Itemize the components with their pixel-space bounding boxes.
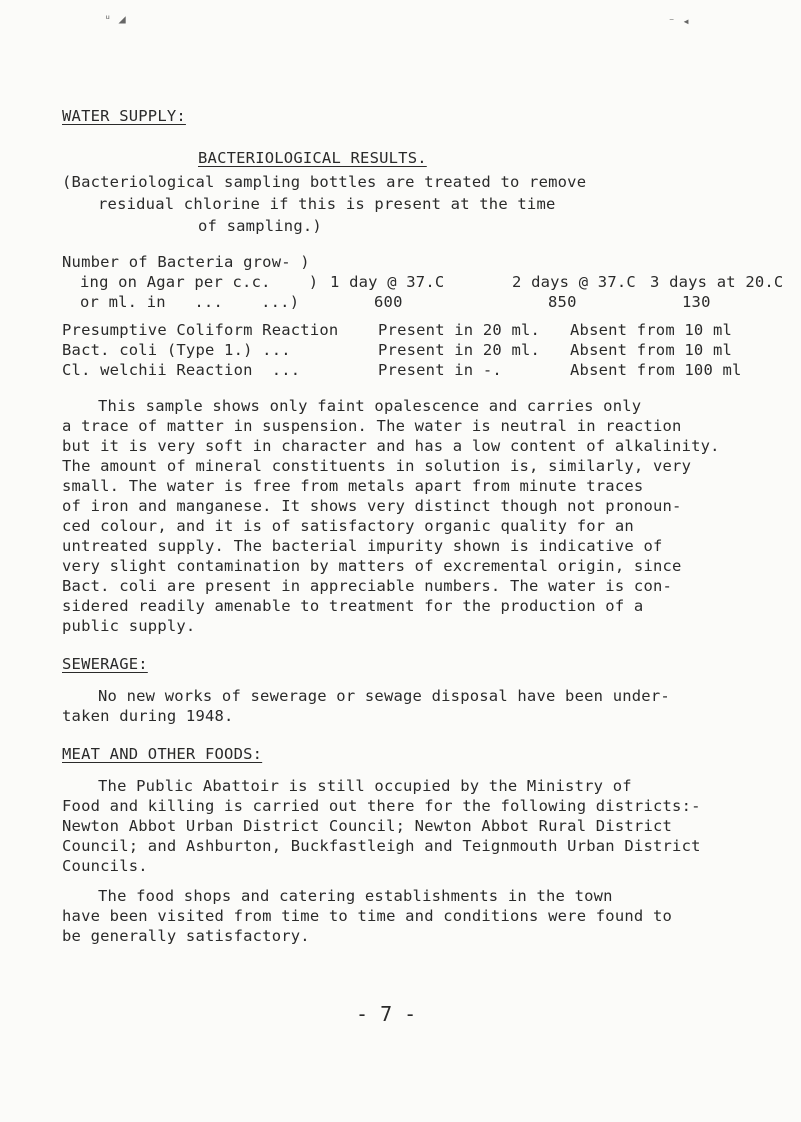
bacteria-count-value: 130 bbox=[682, 293, 711, 311]
scan-mark-right: ⁻ ◂ bbox=[668, 14, 690, 28]
paragraph-line: sidered readily amenable to treatment for the production of a bbox=[62, 597, 644, 615]
paragraph-line: very slight contamination by matters of excremental origin, since bbox=[62, 557, 682, 575]
paragraph-line: taken during 1948. bbox=[62, 707, 234, 725]
paragraph-line: Food and killing is carried out there for the following districts:- bbox=[62, 797, 701, 815]
section-heading-meat-and-other-foods: MEAT AND OTHER FOODS: bbox=[62, 745, 263, 763]
incubation-column-header: 3 days at 20.C bbox=[650, 273, 784, 291]
paragraph-line: No new works of sewerage or sewage disposal have been under- bbox=[98, 687, 670, 705]
paragraph-line: small. The water is free from metals apart from minute traces bbox=[62, 477, 644, 495]
paragraph-line: Council; and Ashburton, Buckfastleigh and Teignmouth Urban District bbox=[62, 837, 701, 855]
bacteria-label-line: Number of Bacteria grow- ) bbox=[62, 253, 310, 271]
paragraph-line: a trace of matter in suspension. The water is neutral in reaction bbox=[62, 417, 682, 435]
paragraph-line: untreated supply. The bacterial impurity shown is indicative of bbox=[62, 537, 663, 555]
paragraph-line: This sample shows only faint opalescence and carries only bbox=[98, 397, 642, 415]
paragraph-line: The Public Abattoir is still occupied by the Ministry of bbox=[98, 777, 632, 795]
test-result-absent: Absent from 10 ml bbox=[570, 341, 733, 359]
page-number: - 7 - bbox=[356, 1002, 417, 1026]
note-line: residual chlorine if this is present at the time bbox=[98, 195, 556, 213]
test-result-absent: Absent from 100 ml bbox=[570, 361, 742, 379]
test-result-absent: Absent from 10 ml bbox=[570, 321, 733, 339]
test-result-present: Present in -. bbox=[378, 361, 502, 379]
paragraph-line: The amount of mineral constituents in solution is, similarly, very bbox=[62, 457, 692, 475]
bacteria-label-line: or ml. in ... ...) bbox=[80, 293, 300, 311]
note-line: of sampling.) bbox=[198, 217, 322, 235]
scan-mark-left: ᵘ ◢ bbox=[104, 12, 126, 26]
section-heading-water-supply: WATER SUPPLY: bbox=[62, 107, 186, 125]
bacteria-count-value: 600 bbox=[374, 293, 403, 311]
bacteriological-results-title: BACTERIOLOGICAL RESULTS. bbox=[198, 149, 427, 167]
paragraph-line: be generally satisfactory. bbox=[62, 927, 310, 945]
test-result-present: Present in 20 ml. bbox=[378, 341, 541, 359]
incubation-column-header: 1 day @ 37.C bbox=[330, 273, 445, 291]
paragraph-line: Bact. coli are present in appreciable numbers. The water is con- bbox=[62, 577, 673, 595]
paragraph-line: have been visited from time to time and conditions were found to bbox=[62, 907, 673, 925]
bacteria-label-line: ing on Agar per c.c. ) bbox=[80, 273, 319, 291]
paragraph-line: public supply. bbox=[62, 617, 196, 635]
note-line: (Bacteriological sampling bottles are treated to remove bbox=[62, 173, 587, 191]
paragraph-line: but it is very soft in character and has a low content of alkalinity. bbox=[62, 437, 720, 455]
paragraph-line: ced colour, and it is of satisfactory organic quality for an bbox=[62, 517, 634, 535]
incubation-column-header: 2 days @ 37.C bbox=[512, 273, 636, 291]
paragraph-line: Councils. bbox=[62, 857, 148, 875]
section-heading-sewerage: SEWERAGE: bbox=[62, 655, 148, 673]
test-result-present: Present in 20 ml. bbox=[378, 321, 541, 339]
paragraph-line: Newton Abbot Urban District Council; Newton Abbot Rural District bbox=[62, 817, 673, 835]
paragraph-line: of iron and manganese. It shows very distinct though not pronoun- bbox=[62, 497, 682, 515]
test-name: Presumptive Coliform Reaction bbox=[62, 321, 339, 339]
test-name: Bact. coli (Type 1.) ... bbox=[62, 341, 291, 359]
paragraph-line: The food shops and catering establishments in the town bbox=[98, 887, 613, 905]
test-name: Cl. welchii Reaction ... bbox=[62, 361, 301, 379]
bacteria-count-value: 850 bbox=[548, 293, 577, 311]
